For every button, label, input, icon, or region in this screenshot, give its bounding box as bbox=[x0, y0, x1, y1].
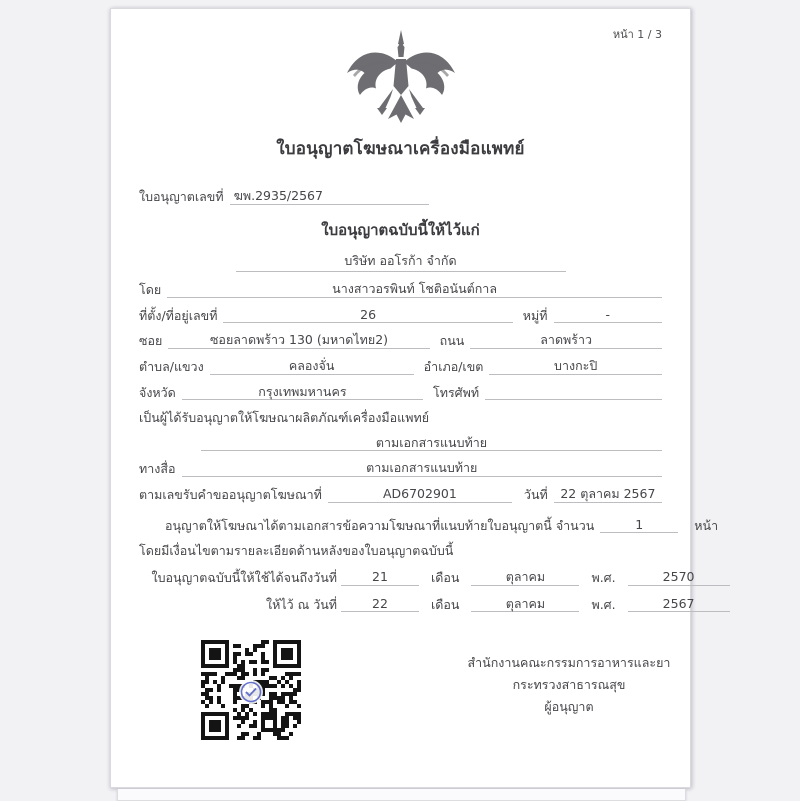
qr-code-icon bbox=[201, 640, 301, 740]
org-line-1: สำนักงานคณะกรรมการอาหารและยา bbox=[467, 655, 671, 671]
era-word: พ.ศ. bbox=[591, 596, 616, 612]
application-row bbox=[139, 486, 662, 503]
garuda-emblem-icon bbox=[339, 29, 463, 125]
signer-role: ผู้อนุญาต bbox=[544, 699, 594, 715]
subdistrict-value: คลองจั่น bbox=[210, 358, 414, 375]
valid-until-row bbox=[139, 568, 695, 586]
address-row bbox=[139, 307, 662, 324]
next-page-edge bbox=[117, 789, 686, 801]
bottom-zone bbox=[139, 636, 671, 786]
valid-until-month: ตุลาคม bbox=[471, 569, 579, 586]
issued-on-row bbox=[139, 595, 695, 613]
soi-value: ซอยลาดพร้าว 130 (มหาดไทย2) bbox=[168, 332, 429, 349]
media-value: ตามเอกสารแนบท้าย bbox=[182, 460, 663, 477]
phone-value bbox=[485, 384, 662, 400]
licensee-line: เป็นผู้ได้รับอนุญาตให้โฆษณาผลิตภัณฑ์เครื่องมือแพทย์ bbox=[139, 410, 430, 426]
signature-block bbox=[419, 652, 719, 718]
media-row bbox=[139, 460, 662, 477]
issued-month: ตุลาคม bbox=[471, 596, 579, 613]
license-number-label: ใบอนุญาตเลขที่ bbox=[139, 189, 224, 204]
moo-value: - bbox=[554, 307, 662, 324]
products-value: ตามเอกสารแนบท้าย bbox=[201, 435, 662, 452]
by-row bbox=[139, 281, 662, 298]
district-value: บางกะปิ bbox=[489, 358, 662, 375]
emblem-wrap bbox=[111, 29, 690, 125]
by-value: นางสาวอรพินท์ โชติอนันต์กาล bbox=[167, 281, 662, 298]
address-value: 26 bbox=[223, 307, 512, 324]
phone-label: โทรศัพท์ bbox=[433, 384, 480, 400]
soi-label: ซอย bbox=[139, 333, 163, 349]
document-page bbox=[110, 8, 719, 788]
issued-on-label: ให้ไว้ ณ วันที่ bbox=[266, 596, 337, 612]
valid-until-label: ใบอนุญาตฉบับนี้ให้ใช้ได้จนถึงวันที่ bbox=[151, 569, 337, 585]
issued-year: 2567 bbox=[628, 596, 730, 613]
company-name: บริษัท ออโรก้า จำกัด bbox=[236, 253, 566, 272]
era-word: พ.ศ. bbox=[591, 569, 616, 585]
conditions-line: โดยมีเงื่อนไขตามรายละเอียดด้านหลังของใบอนุญาตฉบับนี้ bbox=[139, 543, 454, 559]
subdistrict-label: ตำบล/แขวง bbox=[139, 358, 204, 374]
road-value: ลาดพร้าว bbox=[470, 332, 662, 349]
issued-to-heading: ใบอนุญาตฉบับนี้ให้ไว้แก่ bbox=[321, 220, 480, 239]
license-number-row bbox=[139, 188, 662, 205]
issued-day: 22 bbox=[341, 596, 419, 613]
valid-until-day: 21 bbox=[341, 569, 419, 586]
subdistrict-row bbox=[139, 358, 662, 375]
pages-value: 1 bbox=[600, 517, 678, 534]
org-line-2: กระทรวงสาธารณสุข bbox=[512, 677, 626, 693]
application-date-label: วันที่ bbox=[523, 487, 548, 502]
moo-label: หมู่ที่ bbox=[522, 307, 548, 323]
province-label: จังหวัด bbox=[139, 384, 176, 400]
application-no-label: ตามเลขรับคำขออนุญาตโฆษณาที่ bbox=[139, 487, 322, 502]
document-title: ใบอนุญาตโฆษณาเครื่องมือแพทย์ bbox=[276, 139, 525, 159]
month-word: เดือน bbox=[431, 596, 460, 612]
address-label: ที่ตั้ง/ที่อยู่เลขที่ bbox=[139, 307, 218, 323]
license-number-value: ฆพ.2935/2567 bbox=[230, 188, 429, 205]
soi-row bbox=[139, 332, 662, 349]
application-date-value: 22 ตุลาคม 2567 bbox=[554, 486, 662, 503]
province-value: กรุงเทพมหานคร bbox=[182, 384, 423, 401]
media-label: ทางสื่อ bbox=[139, 461, 176, 477]
application-no-value: AD6702901 bbox=[328, 486, 512, 503]
province-row bbox=[139, 384, 662, 401]
road-label: ถนน bbox=[439, 333, 465, 349]
allow-line-row bbox=[139, 516, 719, 534]
allow-line-prefix: อนุญาตให้โฆษณาได้ตามเอกสารข้อความโฆษณาที่แนบท้ายใบอนุญาตนี้ จำนวน bbox=[165, 517, 595, 533]
district-label: อำเภอ/เขต bbox=[423, 358, 484, 374]
page-indicator: หน้า 1 / 3 bbox=[612, 28, 662, 41]
valid-until-year: 2570 bbox=[628, 569, 730, 586]
month-word: เดือน bbox=[431, 569, 460, 585]
pages-unit: หน้า bbox=[694, 517, 719, 533]
form-content bbox=[111, 188, 719, 786]
by-label: โดย bbox=[139, 282, 162, 297]
